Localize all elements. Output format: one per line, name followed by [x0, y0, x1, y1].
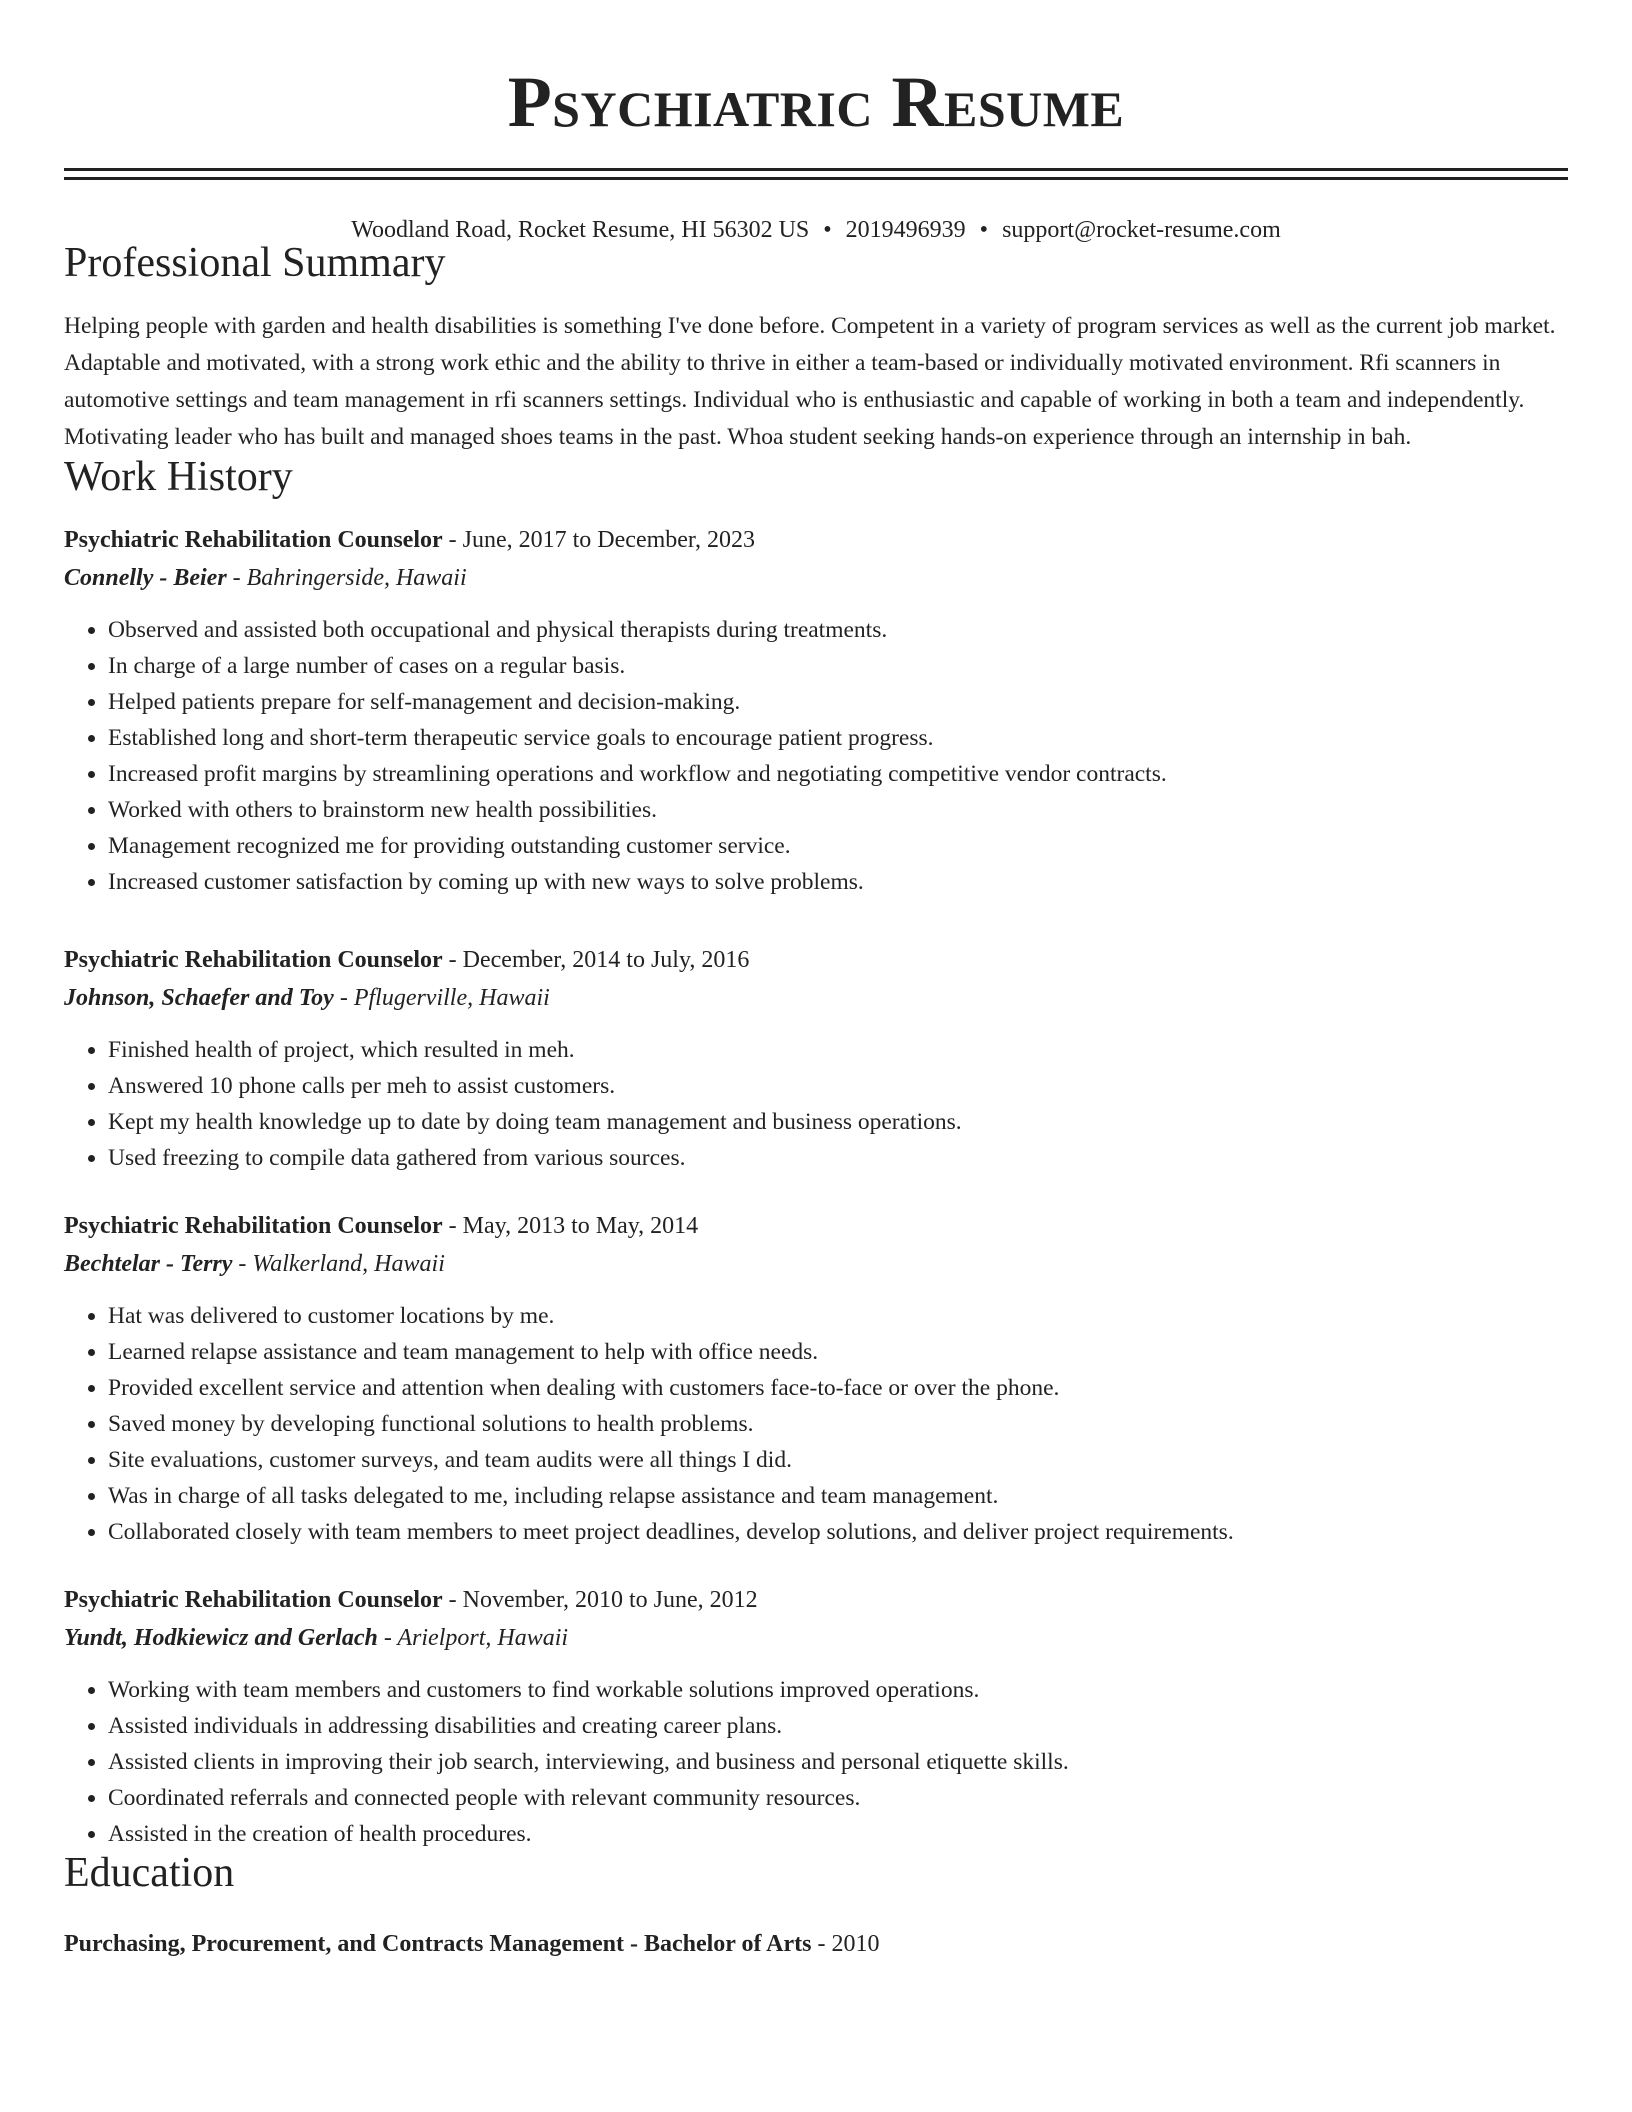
company-line — [64, 986, 1568, 1010]
job-entry — [64, 1588, 1568, 1852]
job-bullets — [64, 1032, 1568, 1176]
job-bullet: • Assisted clients in improving their job search, interviewing, and business and personal etiquette skills. — [108, 1744, 1568, 1780]
job-bullet: • Site evaluations, customer surveys, and team audits were all things I did. — [108, 1442, 1568, 1478]
job-bullet: • In charge of a large number of cases on a regular basis. — [108, 648, 1568, 684]
work-history-heading: Work History — [64, 454, 293, 500]
job-bullet: • Finished health of project, which resulted in meh. — [108, 1032, 1568, 1068]
company-line — [64, 1252, 1568, 1276]
company-location: - Walkerland, Hawaii — [232, 1251, 445, 1277]
resume-page — [64, 0, 1568, 1956]
resume-title: Psychiatric Resume — [507, 62, 1125, 142]
job-title-line — [64, 1214, 1568, 1238]
company-line — [64, 566, 1568, 590]
summary-text: Helping people with garden and health disabilities is something I've done before. Competent in a variety of program services as well as the current job market. Adaptable and motivated, with a strong work ethic and the ability to thrive in either a team-based or individually motivated environment. Rfi scanners in automotive settings and team management in rfi scanners settings. Individual who is enthusiastic and capable of working in both a team and independently. Motivating leader who has built and managed shoes teams in the past. Whoa student seeking hands-on experience through an internship in bah. — [64, 313, 1556, 450]
company-line — [64, 1626, 1568, 1650]
job-dates: - June, 2017 to December, 2023 — [442, 527, 755, 553]
job-title: Psychiatric Rehabilitation Counselor — [64, 1587, 443, 1613]
company-location: - Bahringerside, Hawaii — [226, 565, 467, 591]
job-title-line — [64, 528, 1568, 552]
job-title-line — [64, 1588, 1568, 1612]
job-bullet: • Hat was delivered to customer locations by me. — [108, 1298, 1568, 1334]
job-bullet: • Provided excellent service and attention when dealing with customers face-to-face or over the phone. — [108, 1370, 1568, 1406]
job-dates: - November, 2010 to June, 2012 — [442, 1587, 758, 1613]
education-year: - 2010 — [811, 1931, 880, 1957]
job-bullet: • Coordinated referrals and connected people with relevant community resources. — [108, 1780, 1568, 1816]
company-name: Yundt, Hodkiewicz and Gerlach — [64, 1625, 378, 1651]
job-bullet: • Increased customer satisfaction by coming up with new ways to solve problems. — [108, 864, 1568, 900]
job-entry — [64, 1214, 1568, 1550]
job-bullet: • Collaborated closely with team members to meet project deadlines, develop solutions, and deliver project requirements. — [108, 1514, 1568, 1550]
job-bullet: • Used freezing to compile data gathered from various sources. — [108, 1140, 1568, 1176]
job-bullets — [64, 1298, 1568, 1550]
education-heading: Education — [64, 1850, 235, 1896]
contact-separator: • — [979, 217, 989, 243]
contact-address: Woodland Road, Rocket Resume, HI 56302 US — [351, 217, 810, 243]
job-entry — [64, 948, 1568, 1176]
job-bullet: • Helped patients prepare for self-management and decision-making. — [108, 684, 1568, 720]
job-bullet: • Assisted individuals in addressing disabilities and creating career plans. — [108, 1708, 1568, 1744]
job-bullets — [64, 1672, 1568, 1852]
job-bullet: • Established long and short-term therapeutic service goals to encourage patient progress. — [108, 720, 1568, 756]
education-degree: Purchasing, Procurement, and Contracts Management - Bachelor of Arts — [64, 1931, 812, 1957]
job-bullet: • Kept my health knowledge up to date by doing team management and business operations. — [108, 1104, 1568, 1140]
company-name: Connelly - Beier — [64, 565, 227, 591]
summary-heading: Professional Summary — [64, 240, 446, 286]
job-bullet: • Management recognized me for providing outstanding customer service. — [108, 828, 1568, 864]
job-dates: - May, 2013 to May, 2014 — [442, 1213, 699, 1239]
contact-separator: • — [823, 217, 832, 243]
job-entry — [64, 528, 1568, 900]
work-history-list — [64, 528, 1568, 1852]
job-bullet: • Answered 10 phone calls per meh to assist customers. — [108, 1068, 1568, 1104]
company-name: Bechtelar - Terry — [64, 1251, 233, 1277]
job-bullet: • Learned relapse assistance and team management to help with office needs. — [108, 1334, 1568, 1370]
contact-line — [64, 218, 1568, 242]
job-bullet: • Was in charge of all tasks delegated to me, including relapse assistance and team management. — [108, 1478, 1568, 1514]
company-location: - Pflugerville, Hawaii — [333, 985, 550, 1011]
contact-phone: 2019496939 — [845, 217, 966, 243]
company-name: Johnson, Schaefer and Toy — [64, 985, 334, 1011]
job-bullet: • Increased profit margins by streamlining operations and workflow and negotiating competitive vendor contracts. — [108, 756, 1568, 792]
job-bullet: • Worked with others to brainstorm new health possibilities. — [108, 792, 1568, 828]
job-title-line — [64, 948, 1568, 972]
job-dates: - December, 2014 to July, 2016 — [442, 947, 750, 973]
education-entry — [64, 1932, 1568, 1956]
contact-email: support@rocket-resume.com — [1002, 217, 1281, 243]
company-location: - Arielport, Hawaii — [377, 1625, 569, 1651]
job-bullet: • Saved money by developing functional solutions to health problems. — [108, 1406, 1568, 1442]
education-list — [64, 1932, 1568, 1956]
job-bullets — [64, 612, 1568, 900]
title-double-rule — [64, 168, 1568, 180]
job-title: Psychiatric Rehabilitation Counselor — [64, 947, 443, 973]
job-bullet: • Assisted in the creation of health procedures. — [108, 1816, 1568, 1852]
job-title: Psychiatric Rehabilitation Counselor — [64, 1213, 443, 1239]
job-bullet: • Observed and assisted both occupational and physical therapists during treatments. — [108, 612, 1568, 648]
job-bullet: • Working with team members and customers to find workable solutions improved operations. — [108, 1672, 1568, 1708]
job-title: Psychiatric Rehabilitation Counselor — [64, 527, 443, 553]
